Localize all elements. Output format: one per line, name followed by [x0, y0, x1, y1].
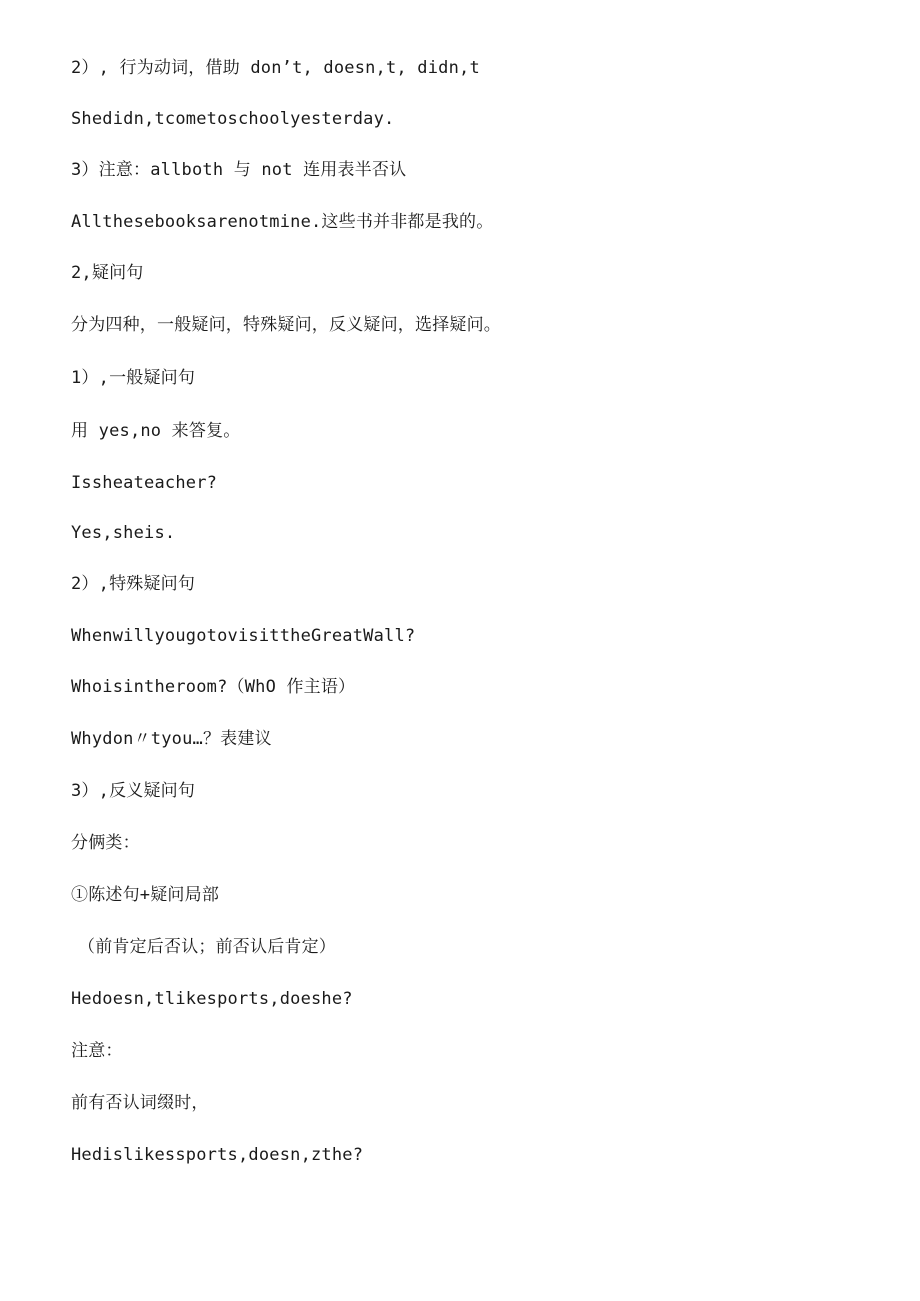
text-line: 1）,一般疑问句 [71, 368, 196, 388]
text-line: 3）注意：allboth 与 not 连用表半否认 [71, 160, 407, 180]
text-line: ①陈述句+疑问局部 [71, 885, 220, 905]
text-line: Issheateacher? [71, 473, 218, 493]
text-line: 2）,特殊疑问句 [71, 574, 196, 594]
text-line: 注意： [71, 1041, 123, 1061]
text-line: Shedidn,tcometoschoolyesterday. [71, 109, 395, 129]
text-line: 前有否认词缀时， [71, 1093, 209, 1113]
text-line: 用 yes,no 来答复。 [71, 421, 241, 441]
section-heading: 2,疑问句 [71, 263, 144, 283]
text-line: Yes,sheis. [71, 523, 176, 543]
text-line: Allthesebooksarenotmine.这些书并非都是我的。 [71, 212, 494, 232]
text-line: 2）, 行为动词，借助 don’t, doesn,t, didn,t [71, 58, 480, 78]
text-line: 分俩类： [71, 833, 140, 853]
text-line: Hedoesn,tlikesports,doeshe? [71, 989, 353, 1009]
text-line: （前肯定后否认；前否认后肯定） [78, 937, 336, 957]
text-line: Whydon〃tyou…？表建议 [71, 729, 272, 749]
text-line: WhenwillyougotovisittheGreatWall? [71, 626, 416, 646]
text-line: 分为四种，一般疑问，特殊疑问，反义疑问，选择疑问。 [71, 315, 501, 335]
text-line: Whoisintheroom?（WhO 作主语） [71, 677, 356, 697]
text-line: Hedislikessports,doesn,zthe? [71, 1145, 364, 1165]
text-line: 3）,反义疑问句 [71, 781, 196, 801]
